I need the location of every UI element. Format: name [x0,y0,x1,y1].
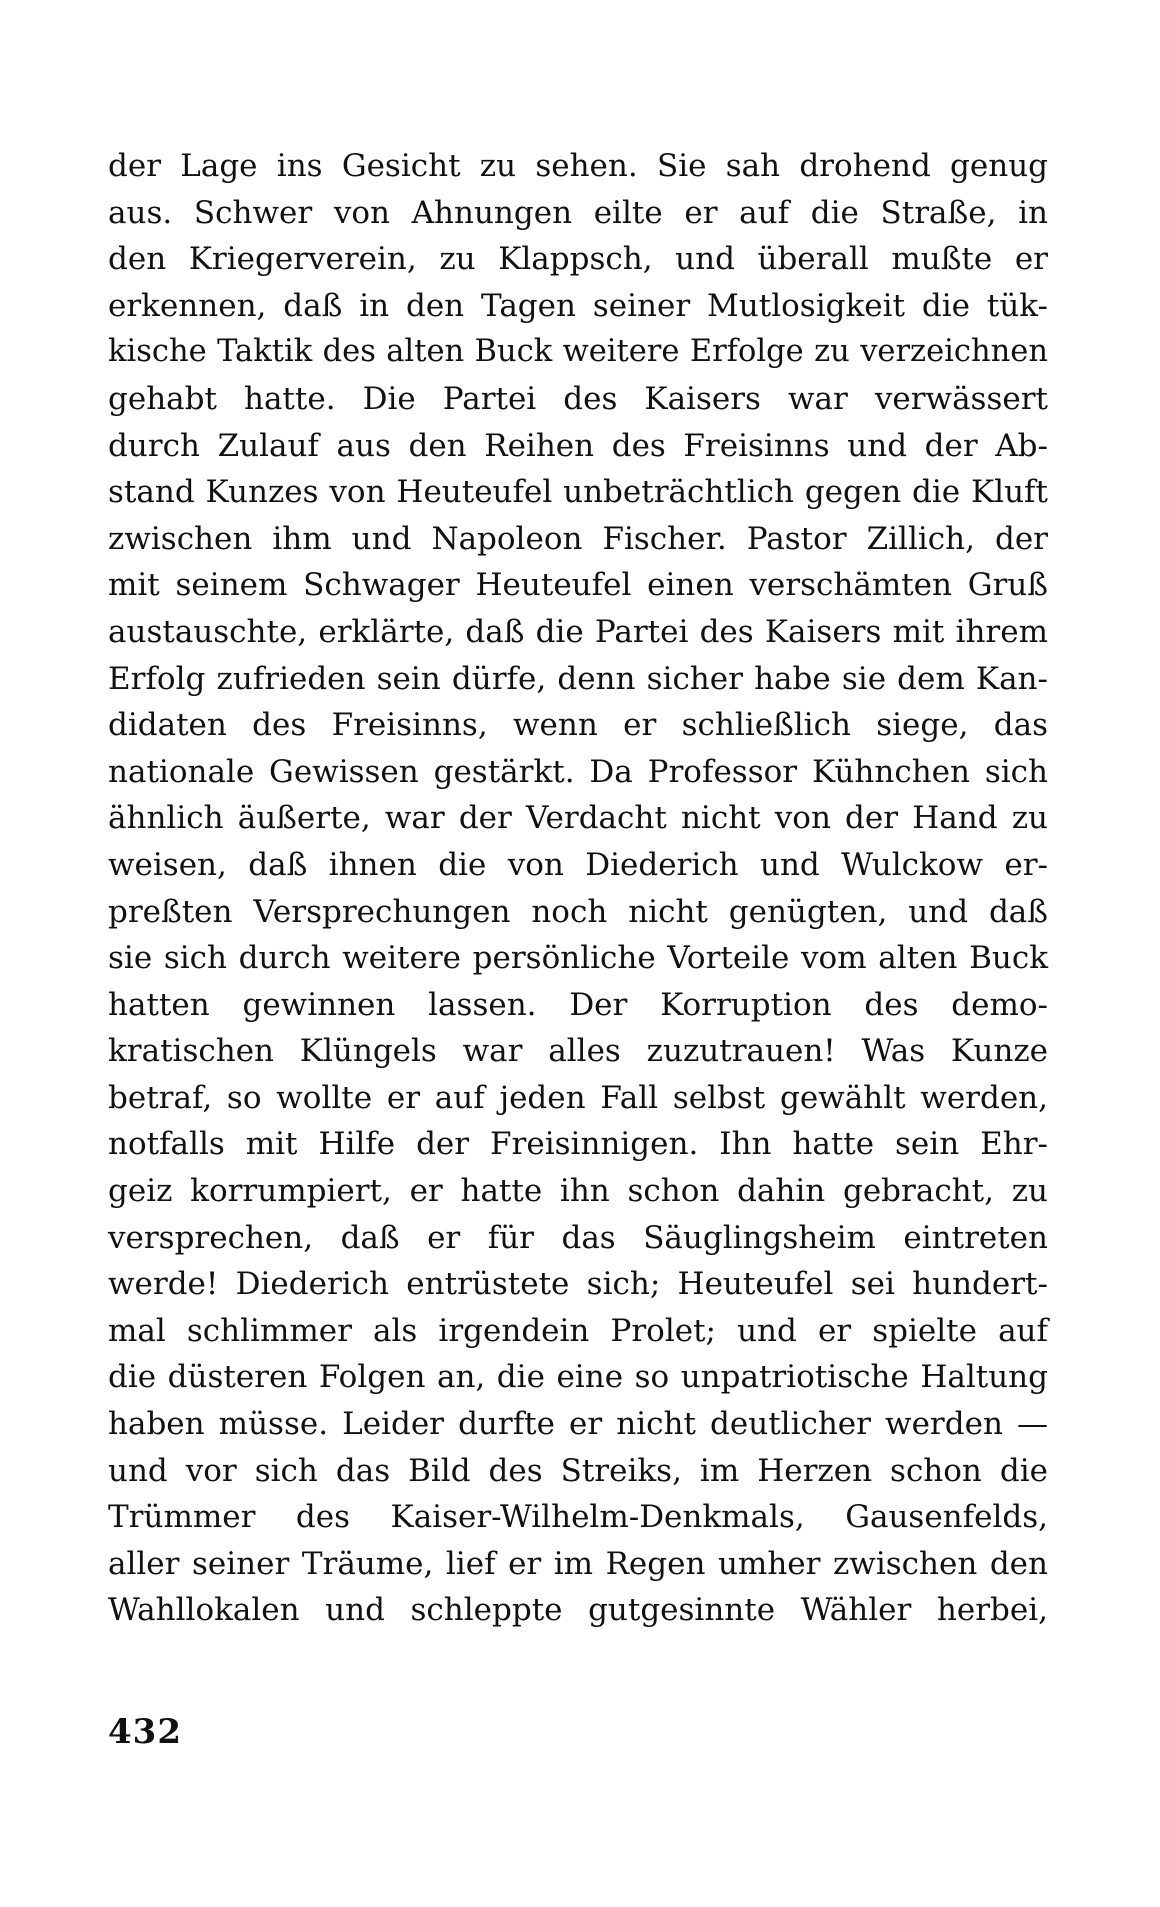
text-line: Trümmer des Kaiser-Wilhelm-Denkmals, Gausenfelds, [108,1499,1048,1536]
text-line: preßten Versprechungen noch nicht genügten, und daß [108,893,1048,930]
text-line: Wahllokalen und schleppte gutgesinnte Wähler herbei, [108,1592,1048,1629]
text-line: aus. Schwer von Ahnungen eilte er auf die Straße, in [108,194,1048,231]
text-line: die düsteren Folgen an, die eine so unpatriotische Haltung [108,1359,1048,1396]
text-line: nationale Gewissen gestärkt. Da Professor Kühnchen sich [108,753,1048,790]
text-line: durch Zulauf aus den Reihen des Freisinns und der Ab- [108,427,1048,464]
text-line: mit seinem Schwager Heuteufel einen verschämten Gruß [108,567,1048,604]
text-line: betraf, so wollte er auf jeden Fall selbst gewählt werden, [108,1079,1048,1116]
text-line: hatten gewinnen lassen. Der Korruption des demo- [108,986,1048,1023]
text-line: versprechen, daß er für das Säuglingsheim eintreten [108,1219,1048,1256]
text-line: stand Kunzes von Heuteufel unbeträchtlich gegen die Kluft [108,474,1048,511]
text-line: werde! Diederich entrüstete sich; Heuteufel sei hundert- [108,1266,1048,1303]
text-line: didaten des Freisinns, wenn er schließlich siege, das [108,707,1048,744]
text-line: der Lage ins Gesicht zu sehen. Sie sah drohend genug [108,148,1048,184]
text-line: haben müsse. Leider durfte er nicht deutlicher werden — [108,1406,1048,1443]
text-line: den Kriegerverein, zu Klappsch, und überall mußte er [108,241,1048,278]
text-line: ähnlich äußerte, war der Verdacht nicht von der Hand zu [108,800,1048,837]
text-line: notfalls mit Hilfe der Freisinnigen. Ihn hatte sein Ehr- [108,1126,1048,1163]
text-line: kratischen Klüngels war alles zuzutrauen! Was Kunze [108,1033,1048,1070]
text-line: mal schlimmer als irgendein Prolet; und er spielte auf [108,1312,1048,1349]
text-line: geiz korrumpiert, er hatte ihn schon dahin gebracht, zu [108,1173,1048,1210]
text-line: gehabt hatte. Die Partei des Kaisers war verwässert [108,380,1048,417]
text-line: erkennen, daß in den Tagen seiner Mutlosigkeit die tük- [108,287,1048,324]
text-line: weisen, daß ihnen die von Diederich und Wulckow er- [108,846,1048,883]
text-line: und vor sich das Bild des Streiks, im Herzen schon die [108,1452,1048,1489]
text-line: sie sich durch weitere persönliche Vorteile vom alten Buck [108,940,1048,977]
body-text [108,143,1048,1634]
text-line: zwischen ihm und Napoleon Fischer. Pastor Zillich, der [108,520,1048,557]
text-line: aller seiner Träume, lief er im Regen umher zwischen den [108,1545,1048,1582]
text-line: austauschte, erklärte, daß die Partei des Kaisers mit ihrem [108,613,1048,650]
page-number: 432 [108,1712,182,1752]
text-line: kische Taktik des alten Buck weitere Erfolge zu verzeichnen [108,334,1048,370]
text-line: Erfolg zufrieden sein dürfe, denn sicher habe sie dem Kan- [108,660,1048,697]
